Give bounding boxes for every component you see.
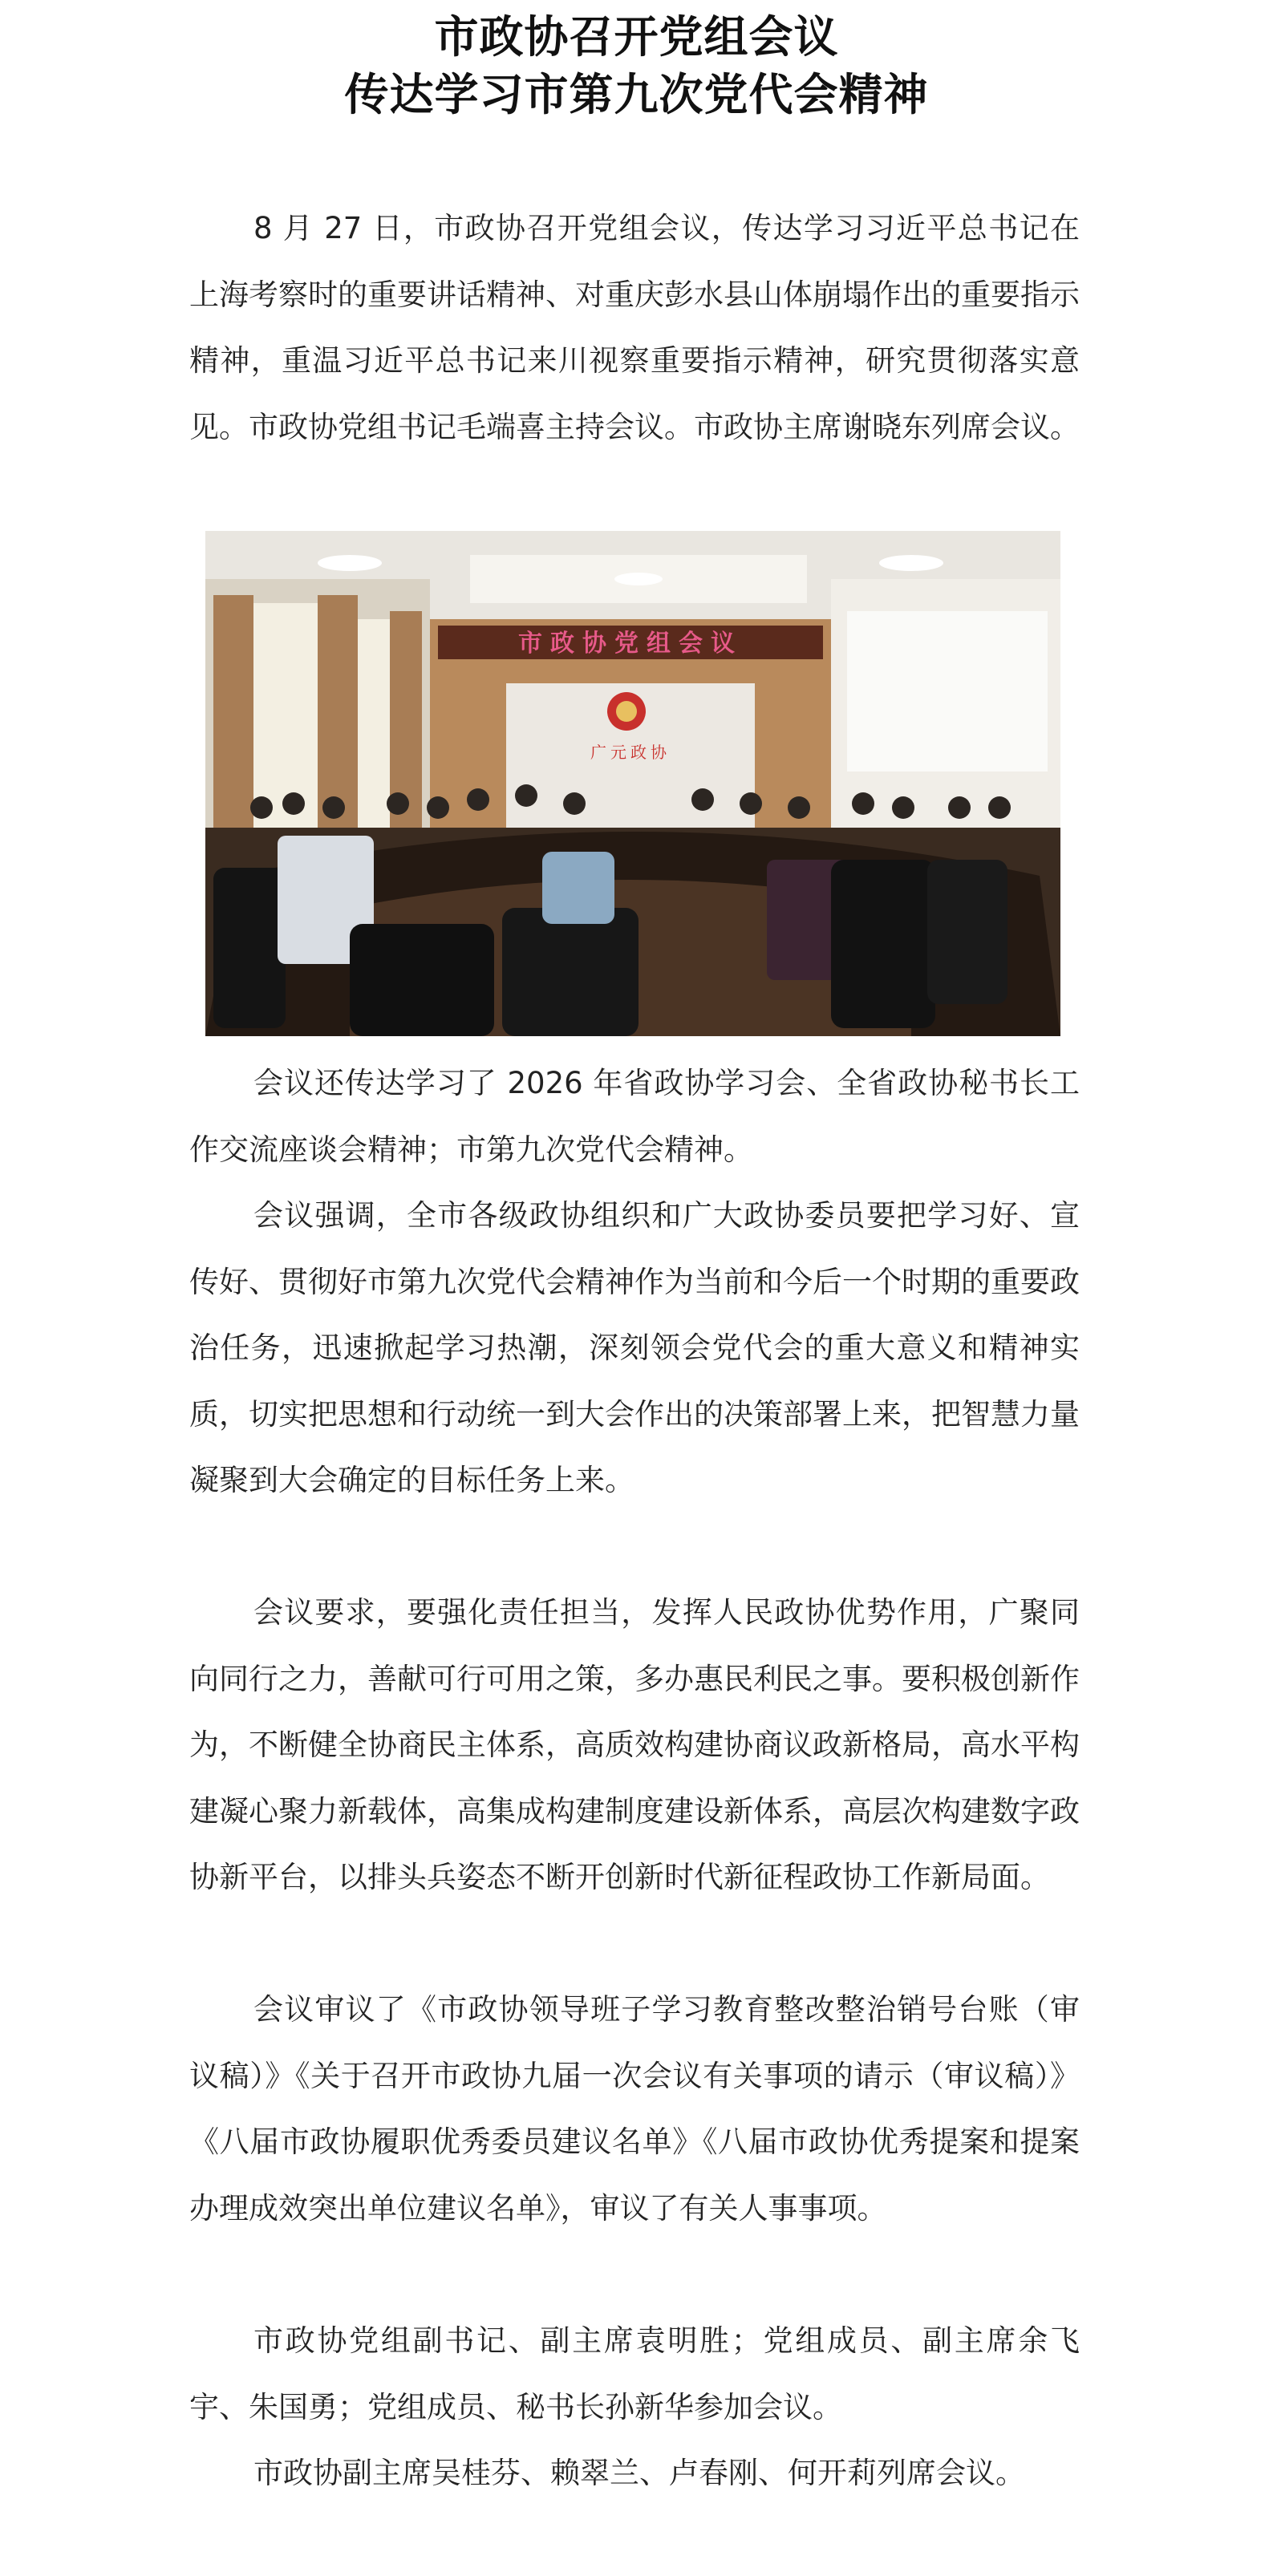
paragraph-7: 市政协副主席吴桂芬、赖翠兰、卢春刚、何开莉列席会议。 [253,2456,1025,2490]
paragraph-1: 8 月 27 日，市政协召开党组会议，传达学习习近平总书记在上海考察时的重要讲话精神、对重庆彭水县山体崩塌作出的重要指示精神，重温习近平总书记来川视察重要指示精神，研究贯彻落实意见。市政协党组书记毛端喜主持会议。市政协主席谢晓东列席会议。 [189,211,1080,444]
paragraph-5: 会议审议了《市政协领导班子学习教育整改整治销号台账（审议稿）》《关于召开市政协九届一次会议有关事项的请示（审议稿）》《八届市政协履职优秀委员建议名单》《八届市政协优秀提案和提案办理成效突出单位建议名单》，审议了有关人事事项。 [189,1992,1080,2226]
article-title [0,8,1273,124]
paragraph-3: 会议强调，全市各级政协组织和广大政协委员要把学习好、宣传好、贯彻好市第九次党代会精神作为当前和今后一个时期的重要政治任务，迅速掀起学习热潮，深刻领会党代会的重大意义和精神实质，切实把思想和行动统一到大会作出的决策部署上来，把智慧力量凝聚到大会确定的目标任务上来。 [189,1198,1080,1497]
photo-banner-text: 市政协党组会议 [518,630,743,658]
title-line-1: 市政协召开党组会议 [434,10,839,63]
paragraph-2: 会议还传达学习了 2026 年省政协学习会、全省政协秘书长工作交流座谈会精神；市第九次党代会精神。 [189,1066,1080,1167]
paragraph-6: 市政协党组副书记、副主席袁明胜；党组成员、副主席余飞宇、朱国勇；党组成员、秘书长孙新华参加会议。 [189,2323,1080,2424]
title-line-2: 传达学习市第九次党代会精神 [344,68,929,120]
paragraph-4: 会议要求，要强化责任担当，发挥人民政协优势作用，广聚同向同行之力，善献可行可用之策，多办惠民利民之事。要积极创新作为，不断健全协商民主体系，高质效构建协商议政新格局，高水平构建凝心聚力新载体，高集成构建制度建设新体系，高层次构建数字政协新平台，以排头兵姿态不断开创新时代新征程政协工作新局面。 [189,1595,1080,1894]
meeting-photo [205,531,1060,1036]
photo-backdrop-text: 广元政协 [590,743,671,762]
